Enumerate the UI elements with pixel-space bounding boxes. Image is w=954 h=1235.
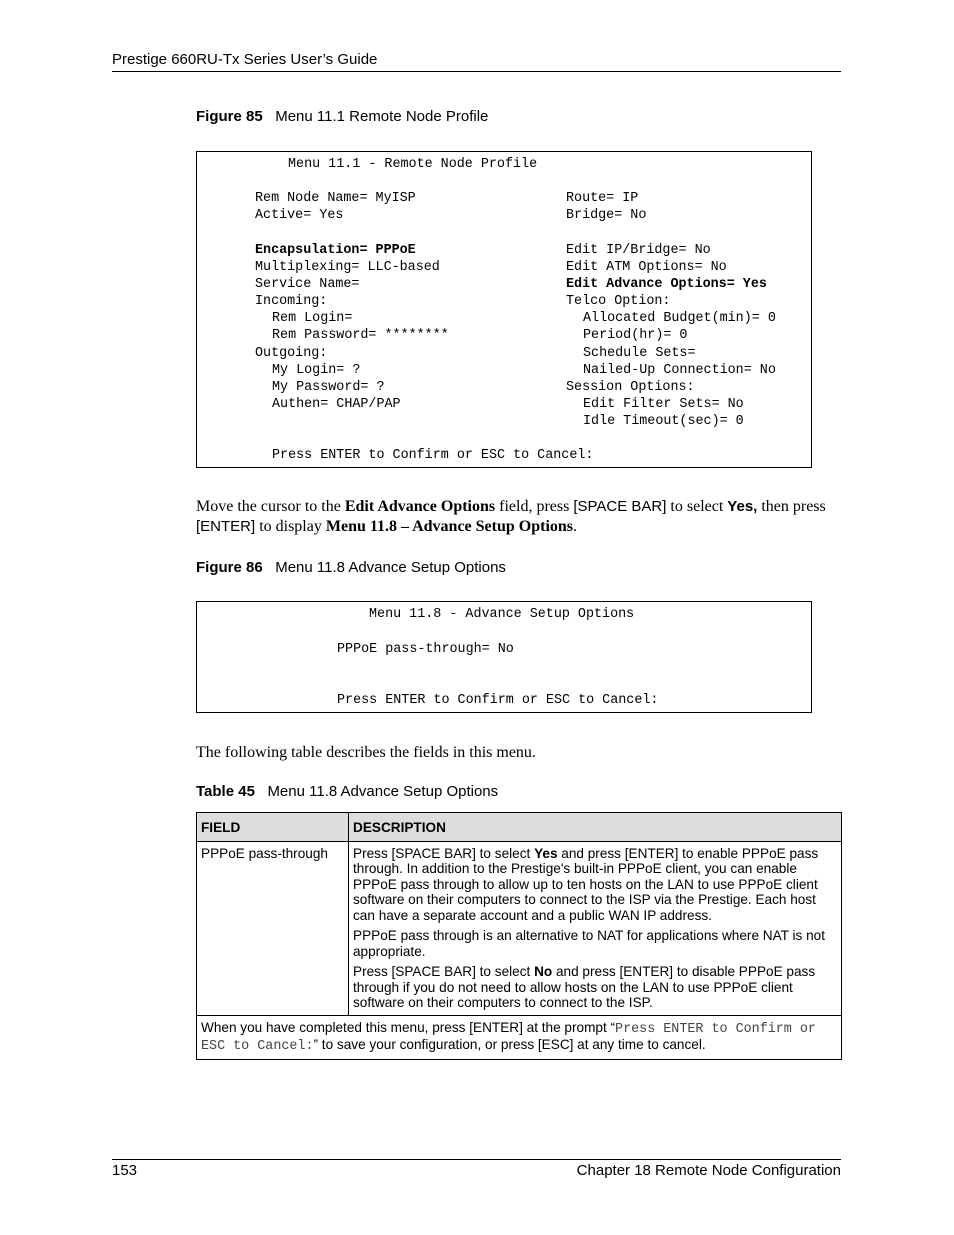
figure-85-caption bbox=[196, 108, 488, 125]
chapter-title: Chapter 18 Remote Node Configuration bbox=[576, 1162, 841, 1179]
text-run: then press bbox=[757, 498, 826, 515]
allocated-budget: Allocated Budget(min)= 0 bbox=[583, 311, 776, 326]
edit-atm-options: Edit ATM Options= No bbox=[566, 260, 727, 275]
figure-86-caption bbox=[196, 559, 506, 576]
text-run: . bbox=[573, 518, 578, 535]
footer-rule bbox=[112, 1159, 841, 1160]
text-run: When you have completed this menu, press [ENTER] at the prompt “ bbox=[201, 1019, 616, 1035]
screen-title: Menu 11.8 - Advance Setup Options bbox=[369, 607, 635, 622]
schedule-sets: Schedule Sets= bbox=[583, 346, 696, 361]
footer-cell bbox=[197, 1015, 842, 1059]
text-run: Press [SPACE BAR] to select bbox=[353, 964, 535, 979]
prompt-text: Press ENTER to Confirm or ESC to Cancel: bbox=[201, 1021, 816, 1054]
table-45-title: Menu 11.8 Advance Setup Options bbox=[267, 783, 499, 800]
idle-timeout: Idle Timeout(sec)= 0 bbox=[583, 414, 744, 429]
text-run: ” to save your configuration, or press [ESC] at any time to cancel. bbox=[313, 1037, 706, 1052]
table-header-row bbox=[197, 813, 842, 842]
text-run: to select bbox=[666, 498, 728, 515]
table-row bbox=[197, 841, 842, 1015]
table-footer-row bbox=[197, 1015, 842, 1059]
my-password: My Password= ? bbox=[272, 380, 385, 395]
service-name: Service Name= bbox=[255, 277, 360, 292]
key-yes: Yes, bbox=[727, 498, 758, 515]
text-run: Move the cursor to the bbox=[196, 498, 345, 515]
figure-85-label: Figure 85 bbox=[196, 108, 263, 125]
figure-86-title: Menu 11.8 Advance Setup Options bbox=[275, 559, 506, 576]
active: Active= Yes bbox=[255, 208, 344, 223]
rem-login: Rem Login= bbox=[272, 311, 353, 326]
text-bold: Menu 11.8 – Advance Setup Options bbox=[325, 518, 574, 535]
edit-ip-bridge: Edit IP/Bridge= No bbox=[566, 243, 711, 258]
header-description: DESCRIPTION bbox=[349, 813, 842, 842]
running-header: Prestige 660RU-Tx Series User’s Guide bbox=[112, 51, 378, 68]
table-45-caption bbox=[196, 783, 498, 800]
description-paragraph bbox=[353, 846, 837, 924]
telco-option: Telco Option: bbox=[566, 294, 671, 309]
text-bold: Yes bbox=[534, 845, 558, 861]
screen-prompt: Press ENTER to Confirm or ESC to Cancel: bbox=[337, 693, 659, 708]
authen: Authen= CHAP/PAP bbox=[272, 397, 401, 412]
description-cell bbox=[349, 841, 842, 1015]
text-run: to display bbox=[255, 518, 326, 535]
session-options: Session Options: bbox=[566, 380, 695, 395]
text-run: and press [ENTER] to disable PPPoE pass through if you do not need to allow hosts on the LAN to use PPPoE client software on their computers to connect to the ISP. bbox=[353, 964, 816, 1010]
header-rule bbox=[112, 71, 841, 72]
description-paragraph: PPPoE pass through is an alternative to NAT for applications where NAT is not appropriate. bbox=[353, 928, 825, 959]
pppoe-pass-through: PPPoE pass-through= No bbox=[337, 642, 514, 657]
menu-11-1-screen bbox=[196, 151, 812, 468]
incoming: Incoming: bbox=[255, 294, 328, 309]
multiplexing: Multiplexing= LLC-based bbox=[255, 260, 440, 275]
field-cell: PPPoE pass-through bbox=[197, 841, 349, 1015]
figure-85-title: Menu 11.1 Remote Node Profile bbox=[275, 108, 489, 125]
rem-node-name: Rem Node Name= MyISP bbox=[255, 191, 416, 206]
my-login: My Login= ? bbox=[272, 363, 361, 378]
menu-11-8-screen bbox=[196, 601, 812, 713]
rem-password: Rem Password= ******** bbox=[272, 328, 449, 343]
outgoing: Outgoing: bbox=[255, 346, 328, 361]
text-run: Press [SPACE BAR] to select bbox=[353, 845, 535, 861]
advance-setup-table bbox=[196, 812, 842, 1060]
description-paragraph bbox=[353, 964, 837, 1011]
header-field: FIELD bbox=[197, 813, 349, 842]
text-bold: No bbox=[534, 964, 553, 979]
edit-advance-options: Edit Advance Options= Yes bbox=[566, 277, 767, 292]
paragraph-edit-advance bbox=[196, 497, 842, 537]
key-space-bar: [SPACE BAR] bbox=[573, 498, 667, 515]
text-run: and press [ENTER] to enable PPPoE pass through. In addition to the Prestige's built-in PPPoE client, you can enable PPPoE pass through to allow up to ten hosts on the LAN to use PPPoE client software on their computers to connect to the ISP via the Prestige. Each host can have a separate account and a public WAN IP address. bbox=[353, 845, 819, 923]
page-number: 153 bbox=[112, 1162, 138, 1179]
paragraph-table-intro: The following table describes the fields in this menu. bbox=[196, 744, 536, 761]
text-run: field, press bbox=[495, 498, 574, 515]
text-bold: Edit Advance Options bbox=[344, 498, 496, 515]
screen-prompt: Press ENTER to Confirm or ESC to Cancel: bbox=[272, 448, 594, 463]
key-enter: [ENTER] bbox=[196, 518, 256, 535]
period: Period(hr)= 0 bbox=[583, 328, 688, 343]
figure-86-label: Figure 86 bbox=[196, 559, 263, 576]
edit-filter-sets: Edit Filter Sets= No bbox=[583, 397, 744, 412]
table-45-label: Table 45 bbox=[196, 783, 255, 800]
screen-title: Menu 11.1 - Remote Node Profile bbox=[288, 157, 538, 172]
route: Route= IP bbox=[566, 191, 639, 206]
bridge: Bridge= No bbox=[566, 208, 647, 223]
encapsulation: Encapsulation= PPPoE bbox=[255, 243, 416, 258]
nailed-up-connection: Nailed-Up Connection= No bbox=[583, 363, 776, 378]
